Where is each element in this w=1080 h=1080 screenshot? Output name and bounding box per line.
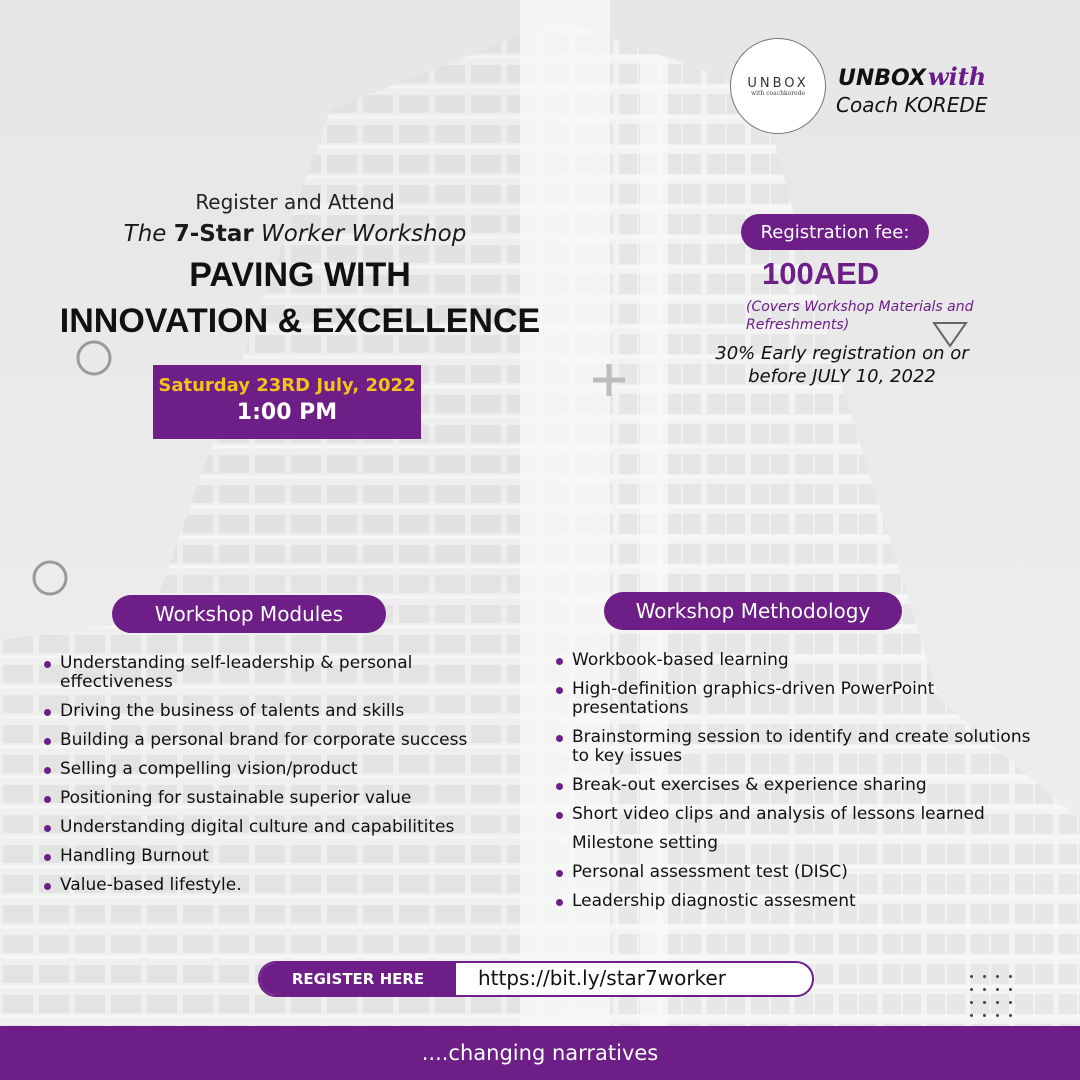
workshop-name-post: Worker Workshop <box>253 221 467 247</box>
register-attend-text: Register and Attend <box>195 190 395 214</box>
registration-fee-amount: 100AED <box>762 256 880 291</box>
headline-line-2: INNOVATION & EXCELLENCE <box>59 302 541 340</box>
early-registration-note <box>686 342 998 389</box>
register-bar <box>258 961 814 997</box>
workshop-name-pre: The <box>123 221 174 247</box>
footer-tagline: ....changing narratives <box>0 1026 1080 1080</box>
list-item: Personal assessment test (DISC) <box>556 863 1036 882</box>
workshop-methodology-list <box>556 651 1036 911</box>
list-item: Value-based lifestyle. <box>44 876 504 895</box>
early-registration-line-1: 30% Early registration on or <box>715 343 969 364</box>
logo-sub: with coachkorede <box>750 89 806 97</box>
event-time: 1:00 PM <box>236 400 338 425</box>
brand-logo <box>730 38 826 134</box>
event-date: Saturday 23RD July, 2022 <box>158 375 416 396</box>
dot-grid-decoration <box>970 975 1022 1027</box>
workshop-name-bold: 7-Star <box>173 221 254 247</box>
list-item: Brainstorming session to identify and create solutions to key issues <box>556 728 1036 766</box>
brand-subtitle: Coach KOREDE <box>836 93 988 117</box>
brand-title <box>838 62 986 91</box>
list-item: Driving the business of talents and skills <box>44 702 504 721</box>
list-item: Understanding digital culture and capabilitites <box>44 818 504 837</box>
fee-covers-note: (Covers Workshop Materials and Refreshments) <box>746 299 974 333</box>
register-url-link[interactable]: https://bit.ly/star7worker <box>478 966 726 990</box>
list-item: High-definition graphics-driven PowerPoint presentations <box>556 680 1036 718</box>
workshop-name <box>100 221 490 247</box>
list-item: Milestone setting <box>572 833 719 853</box>
register-here-button[interactable]: REGISTER HERE <box>260 963 456 995</box>
registration-fee-label: Registration fee: <box>741 214 929 250</box>
list-item: Handling Burnout <box>44 847 504 866</box>
event-date-box <box>153 365 421 439</box>
brand-title-with: with <box>927 62 987 91</box>
workshop-modules-heading: Workshop Modules <box>112 595 386 633</box>
list-item: Leadership diagnostic assesment <box>556 892 1036 911</box>
headline-line-1: PAVING WITH <box>189 256 411 294</box>
list-item: Selling a compelling vision/product <box>44 760 504 779</box>
logo-word: UNBOX <box>747 75 809 91</box>
list-item: Short video clips and analysis of lessons learned <box>556 805 1036 824</box>
list-item: Positioning for sustainable superior value <box>44 789 504 808</box>
workshop-methodology-heading: Workshop Methodology <box>604 592 902 630</box>
list-item: Building a personal brand for corporate success <box>44 731 504 750</box>
list-item: Understanding self-leadership & personal effectiveness <box>44 654 504 692</box>
brand-title-unbox: UNBOX <box>838 66 926 91</box>
list-item: Break-out exercises & experience sharing <box>556 776 1036 795</box>
early-registration-line-2: before JULY 10, 2022 <box>748 366 936 388</box>
list-item: Workbook-based learning <box>556 651 1036 670</box>
workshop-modules-list <box>44 654 504 895</box>
